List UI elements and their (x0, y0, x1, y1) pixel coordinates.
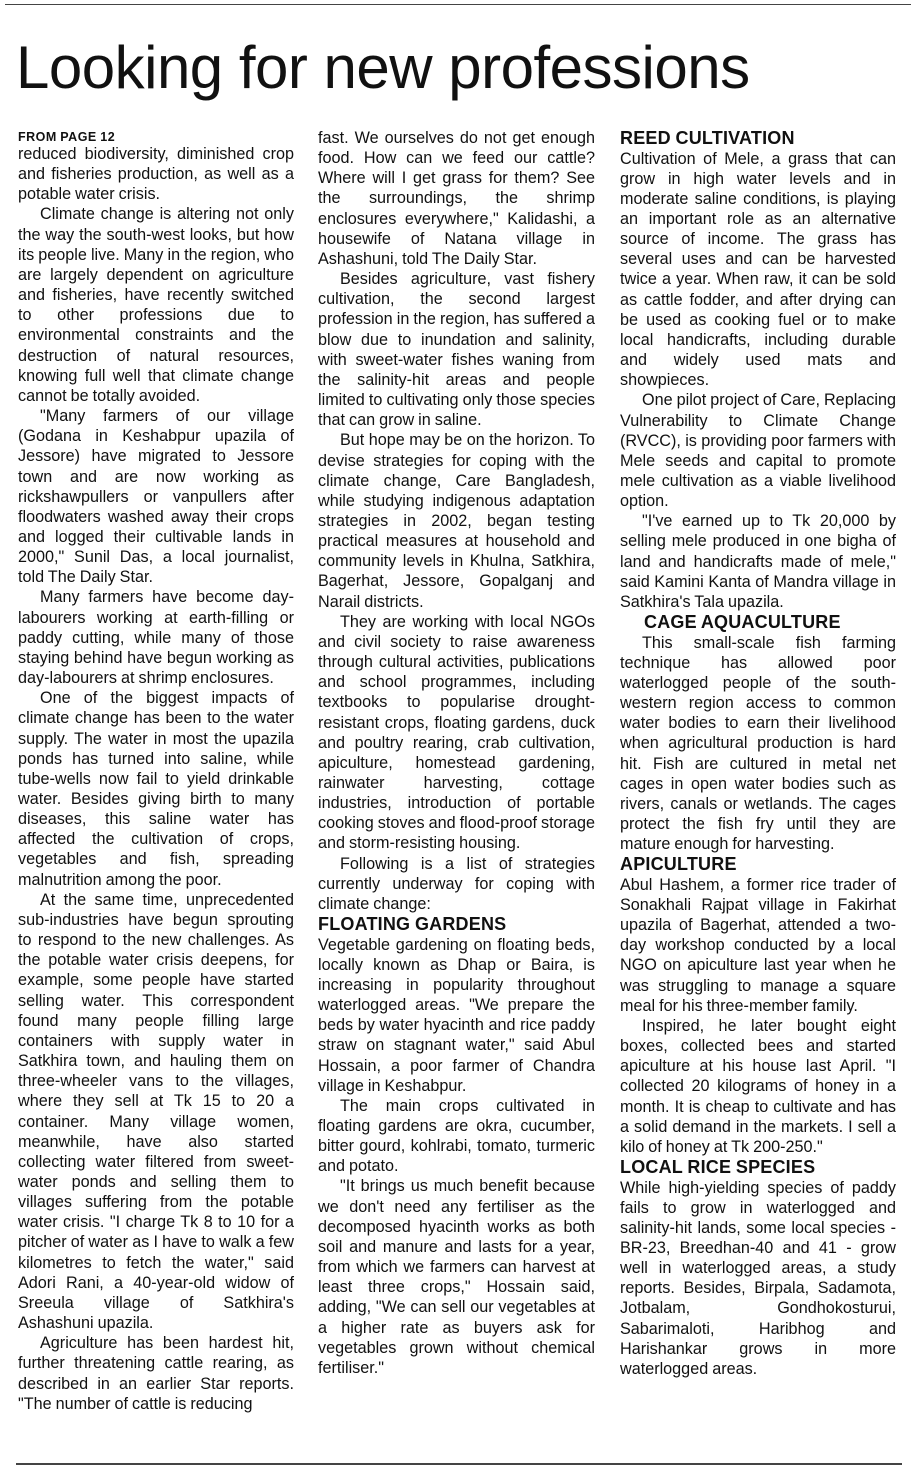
continued-from-label: FROM PAGE 12 (18, 130, 116, 144)
column-2 (318, 128, 595, 1378)
paragraph: Following is a list of strategies currently underway for coping with climate change: (318, 854, 595, 913)
paragraph: Inspired, he later bought eight boxes, collected bees and started apiculture at his house last April. "I collected 20 kilograms of honey in a month. It is cheap to cultivate and has a solid demand in the markets. I sell a kilo of honey at Tk 200-250." (620, 1016, 896, 1156)
section-heading-reed-cultivation: REED CULTIVATION (620, 128, 795, 148)
paragraph: Climate change is altering not only the way the south-west looks, but how its people live. Many in the region, who are largely dependent on agriculture and fisheries, have recently switched to other professions due to environmental constraints and the destruction of natural resources, knowing full well that climate change cannot be totally avoided. (18, 205, 294, 405)
paragraph: "I've earned up to Tk 20,000 by selling mele produced in one bigha of land and handicrafts made of mele," said Kamini Kanta of Mandra village in Satkhira's Tala upazila. (620, 512, 896, 611)
paragraph: One pilot project of Care, Replacing Vulnerability to Climate Change (RVCC), is providing poor farmers with Mele seeds and capital to promote mele cultivation as a viable livelihood option. (620, 391, 896, 511)
column-3 (620, 128, 896, 1379)
paragraph: One of the biggest impacts of climate change has been to the water supply. The water in most the upazila ponds has turned into saline, while tube-wells now fail to yield drinkable water. Besides giving birth to many diseases, this saline water has affected the cultivation of crops, vegetables and fish, spreading malnutrition among the poor. (18, 689, 294, 889)
top-rule (5, 4, 911, 5)
paragraph: The main crops cultivated in floating gardens are okra, cucumber, bitter gourd, kohlrabi, tomato, turmeric and potato. (318, 1096, 595, 1176)
paragraph: reduced biodiversity, diminished crop and fisheries production, as well as a potable water crisis. (18, 145, 294, 204)
headline: Looking for new professions (16, 34, 750, 101)
paragraph: Cultivation of Mele, a grass that can grow in high water levels and in moderate saline conditions, is playing an important role as an alternative source of income. The grass has several uses and can be harvested twice a year. When raw, it can be sold as cattle fodder, and after drying can be used as cooking fuel or to make local handicrafts, including durable and widely used mats and showpieces. (620, 149, 896, 390)
paragraph: At the same time, unprecedented sub-industries have begun sprouting to respond to the new challenges. As the potable water crisis deepens, for example, some people have started selling water. This correspondent found many people filling large containers with supply water in Satkhira town, and hauling them on three-wheeler vans to the villages, where they sell at Tk 15 to 20 a container. Many village women, meanwhile, have also started collecting water filtered from sweet-water ponds and selling them to villages suffering from the potable water crisis. "I charge Tk 8 to 10 for a pitcher of water as I have to walk a few kilometres to fetch the water," said Adori Rani, a 40-year-old widow of Sreeula village of Satkhira's Ashashuni upazila. (18, 890, 294, 1333)
paragraph: Agriculture has been hardest hit, further threatening cattle rearing, as described in an earlier Star reports. "The number of cattle is reducing (18, 1334, 294, 1413)
paragraph: Many farmers have become day-labourers working at earth-filling or paddy cutting, while many of those staying behind have begun working as day-labourers at shrimp enclosures. (18, 588, 294, 688)
paragraph: "It brings us much benefit because we don't need any fertiliser as the decomposed hyacinth works as both soil and manure and lasts for a year, from which we farmers can harvest at least three crops," Hossain said, adding, "We can sell our vegetables at a higher rate as buyers ask for vegetables grown without chemical fertiliser." (318, 1177, 595, 1377)
paragraph: fast. We ourselves do not get enough food. How can we feed our cattle? Where will I get grass for them? See the surroundings, the shrimp enclosures everywhere," Kalidashi, a housewife of Natana village in Ashashuni, told The Daily Star. (318, 129, 595, 268)
section-heading-apiculture: APICULTURE (620, 854, 737, 875)
paragraph: Vegetable gardening on floating beds, locally known as Dhap or Baira, is increasing in popularity throughout waterlogged areas. "We prepare the beds by water hyacinth and rice paddy straw on stagnant water," said Abul Hossain, a poor farmer of Chandra village in Keshabpur. (318, 935, 595, 1095)
section-heading-local-rice-species: LOCAL RICE SPECIES (620, 1157, 816, 1177)
bottom-rule (16, 1463, 902, 1465)
paragraph: They are working with local NGOs and civil society to raise awareness through cultural activities, publications and school programmes, including textbooks to popularise drought-resistant crops, floating gardens, duck and poultry rearing, crab cultivation, apiculture, homestead gardening, rainwater harvesting, cottage industries, introduction of portable cooking stoves and flood-proof storage and storm-resisting housing. (318, 612, 595, 853)
paragraph: Besides agriculture, vast fishery cultivation, the second largest profession in the region, has suffered a blow due to inundation and salinity, with sweet-water fishes waning from the salinity-hit areas and people limited to cultivating only those species that can grow in saline. (318, 270, 595, 430)
section-heading-floating-gardens: FLOATING GARDENS (318, 914, 507, 935)
paragraph: Abul Hashem, a former rice trader of Sonakhali Rajpat village in Fakirhat upazila of Bagerhat, attended a two-day workshop conducted by a local NGO on apiculture last year when he was struggling to manage a square meal for his three-member family. (620, 875, 896, 1015)
section-heading-cage-aquaculture: CAGE AQUACULTURE (644, 612, 841, 633)
paragraph: This small-scale fish farming technique has allowed poor waterlogged people of the south-western region access to common water bodies to earn their livelihood when agricultural production is hard hit. Fish are cultured in metal net cages in open water bodies such as rivers, canals or wetlands. The cages protect the fish fry until they are mature enough for harvesting. (620, 633, 896, 854)
paragraph: While high-yielding species of paddy fails to grow in waterlogged and salinity-hit lands, some local species - BR-23, Breedhan-40 and 41 - grow well in waterlogged areas, a study reports. Besides, Birpala, Sadamota, Jotbalam, Gondhokosturui, Sabarimaloti, Haribhog and Harishankar grows in more waterlogged areas. (620, 1178, 896, 1378)
column-1 (18, 128, 294, 1414)
paragraph: But hope may be on the horizon. To devise strategies for coping with the climate change, Care Bangladesh, while studying indigenous adaptation strategies in 2002, began testing practical measures at household and community levels in Khulna, Satkhira, Bagerhat, Jessore, Gopalganj and Narail districts. (318, 431, 595, 611)
paragraph: "Many farmers of our village (Godana in Keshabpur upazila of Jessore) have migrated to Jessore town and are now working as rickshawpullers or vanpullers after floodwaters washed away their crops and logged their cultivable lands in 2000," Sunil Das, a local journalist, told The Daily Star. (18, 407, 294, 587)
